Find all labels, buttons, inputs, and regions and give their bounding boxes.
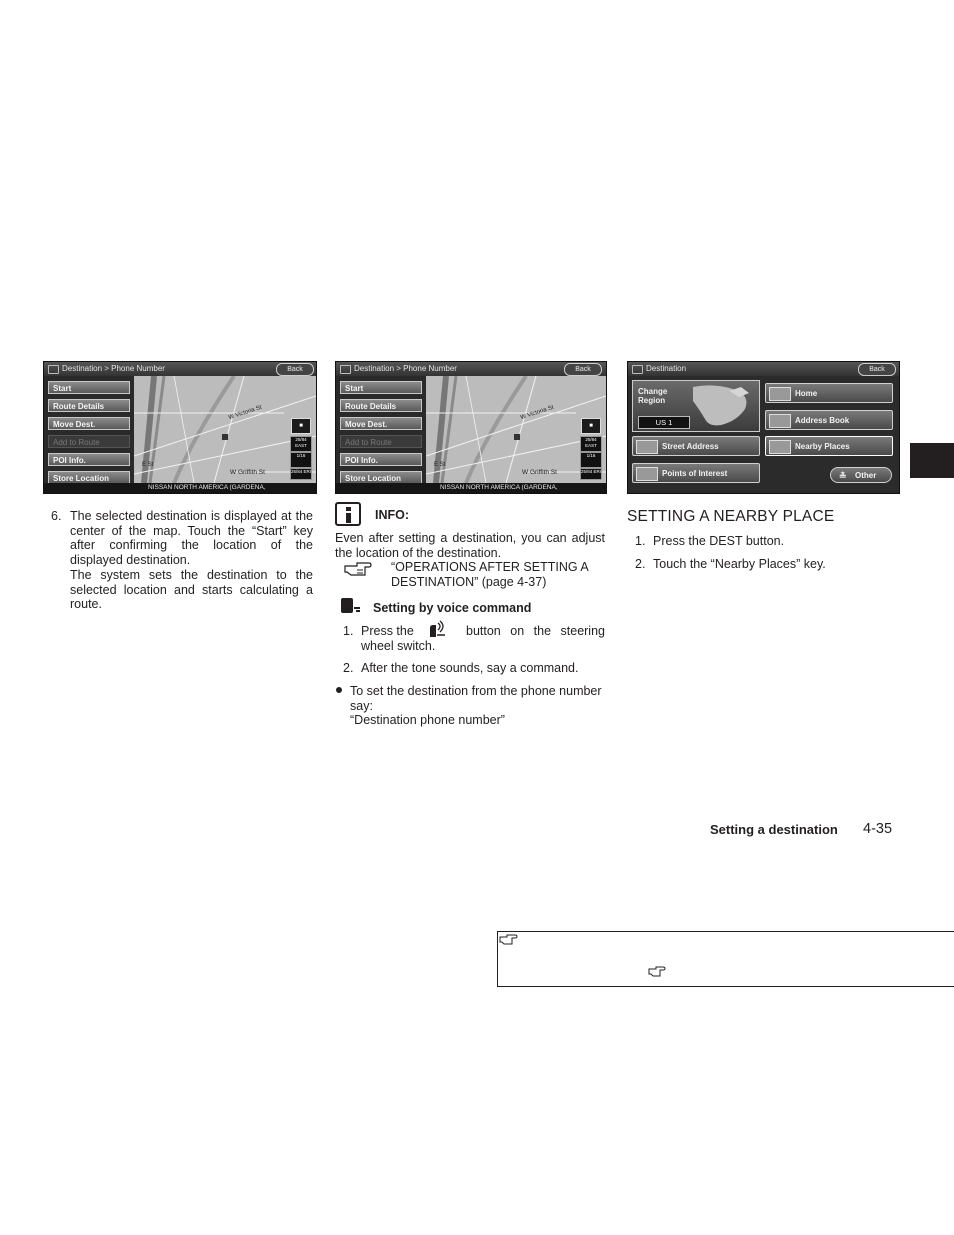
street-label: W Victoria St [519,404,555,422]
destination-marker [514,434,520,440]
nearby-places-label: Nearby Places [795,442,850,451]
info-icon [335,502,361,526]
step-1-text-b: button on the steering wheel switch. [361,624,605,653]
screenshot-destination-menu [627,361,900,494]
map-scale-box[interactable]: 25/84 EAST [580,436,602,452]
address-book-button[interactable] [765,410,893,430]
map-footer-address: NISSAN NORTH AMERICA (GARDENA, [44,483,316,493]
street-label: W Victoria St [227,404,263,422]
map-scale-box[interactable]: 1/16 [290,452,312,468]
region-value: US 1 [638,416,690,429]
destination-flag-icon [632,365,643,374]
screen-title: Destination > Phone Number [62,364,165,373]
start-button[interactable]: Start [48,381,130,394]
back-label: Back [869,366,885,373]
save-icon[interactable]: ■ [581,418,601,434]
step-number: 2. [343,661,354,675]
bullet-icon [336,687,342,693]
start-button[interactable]: Start [340,381,422,394]
street-address-button[interactable] [632,436,760,456]
pointing-hand-icon [499,933,519,946]
map-scale-box[interactable]: 1/16 [580,452,602,468]
home-icon [769,387,791,401]
back-label: Back [287,366,303,373]
info-text: Even after setting a destination, you can adjust the location of the destination. [335,531,605,560]
change-region-label: Change Region [638,387,668,405]
back-label: Back [575,366,591,373]
voice-command-phrase: “Destination phone number” [350,713,505,727]
poi-info-button[interactable]: POI Info. [48,453,130,466]
save-icon[interactable]: ■ [291,418,311,434]
step-1-text: Press the DEST button. [653,534,785,548]
map-scale-box[interactable]: 25/84 EAST [290,436,312,452]
chapter-tab [910,443,954,478]
poi-info-button[interactable]: POI Info. [340,453,422,466]
street-address-label: Street Address [662,442,719,451]
step-number: 1. [635,534,646,548]
page-number: 4-35 [863,821,893,837]
points-of-interest-icon [636,467,658,481]
double-chevron-down-icon: ≛ [839,471,847,481]
other-button[interactable] [830,467,892,483]
map-footer-address: NISSAN NORTH AMERICA (GARDENA, [336,483,606,493]
move-dest-button[interactable]: Move Dest. [340,417,422,430]
voice-command-icon [341,598,361,614]
screenshot-phone-number-map-1 [43,361,317,494]
street-address-icon [636,440,658,454]
other-label: Other [855,471,877,480]
store-location-button[interactable]: Store Location [340,471,422,484]
back-button[interactable] [858,363,896,376]
back-button[interactable] [276,363,314,376]
destination-flag-icon [340,365,351,374]
step-1-text-a: Press the [361,624,414,638]
nearby-places-icon [769,440,791,454]
screenshot-phone-number-map-2 [335,361,607,494]
map-roads [134,376,316,483]
step-2-text: After the tone sounds, say a command. [361,661,579,675]
step-6-text: The selected destination is displayed at the center of the map. Touch the “Start” key after confirming the location of the displayed destination. [70,509,313,567]
map-view[interactable] [134,376,316,483]
back-button[interactable] [564,363,602,376]
home-button[interactable] [765,383,893,403]
points-of-interest-button[interactable] [632,463,760,483]
route-menu [336,376,426,483]
step-2-text: Touch the “Nearby Places” key. [653,557,826,571]
destination-marker [222,434,228,440]
screen-title: Destination [646,364,687,373]
bullet-text: To set the destination from the phone number say: [350,684,602,713]
pointing-hand-icon [648,966,666,978]
voice-command-title: Setting by voice command [373,601,532,615]
street-label: W Griffith St [522,469,557,476]
reference-box [497,931,954,987]
route-details-button[interactable]: Route Details [48,399,130,412]
route-menu [44,376,134,483]
home-label: Home [795,389,818,398]
map-roads [426,376,606,483]
step-number: 2. [635,557,646,571]
section-heading: SETTING A NEARBY PLACE [627,508,835,525]
add-to-route-button: Add to Route [340,435,422,448]
map-view[interactable] [426,376,606,483]
destination-flag-icon [48,365,59,374]
map-scale-box[interactable]: 25/84 ERI [290,468,312,480]
nearby-places-button[interactable] [765,436,893,456]
add-to-route-button: Add to Route [48,435,130,448]
address-book-icon [769,414,791,428]
address-book-label: Address Book [795,416,850,425]
street-label: E St [434,462,446,468]
footer-section-name: Setting a destination [710,822,838,837]
points-of-interest-label: Points of Interest [662,469,728,478]
pointing-hand-icon [343,560,375,578]
move-dest-button[interactable]: Move Dest. [48,417,130,430]
route-details-button[interactable]: Route Details [340,399,422,412]
screen-title: Destination > Phone Number [354,364,457,373]
step-number: 6. [51,509,62,523]
store-location-button[interactable]: Store Location [48,471,130,484]
map-scale-box[interactable]: 25/84 ERI [580,468,602,480]
step-number: 1. [343,624,354,638]
reference-text: “OPERATIONS AFTER SETTING A DESTINATION” (page 4-37) [391,560,589,589]
info-label: INFO: [375,508,410,522]
street-label: E St [142,462,154,468]
step-6-result-text: The system sets the destination to the selected location and starts calculating a route. [70,568,313,611]
street-label: W Griffith St [230,469,265,476]
change-region-button[interactable] [632,380,760,432]
